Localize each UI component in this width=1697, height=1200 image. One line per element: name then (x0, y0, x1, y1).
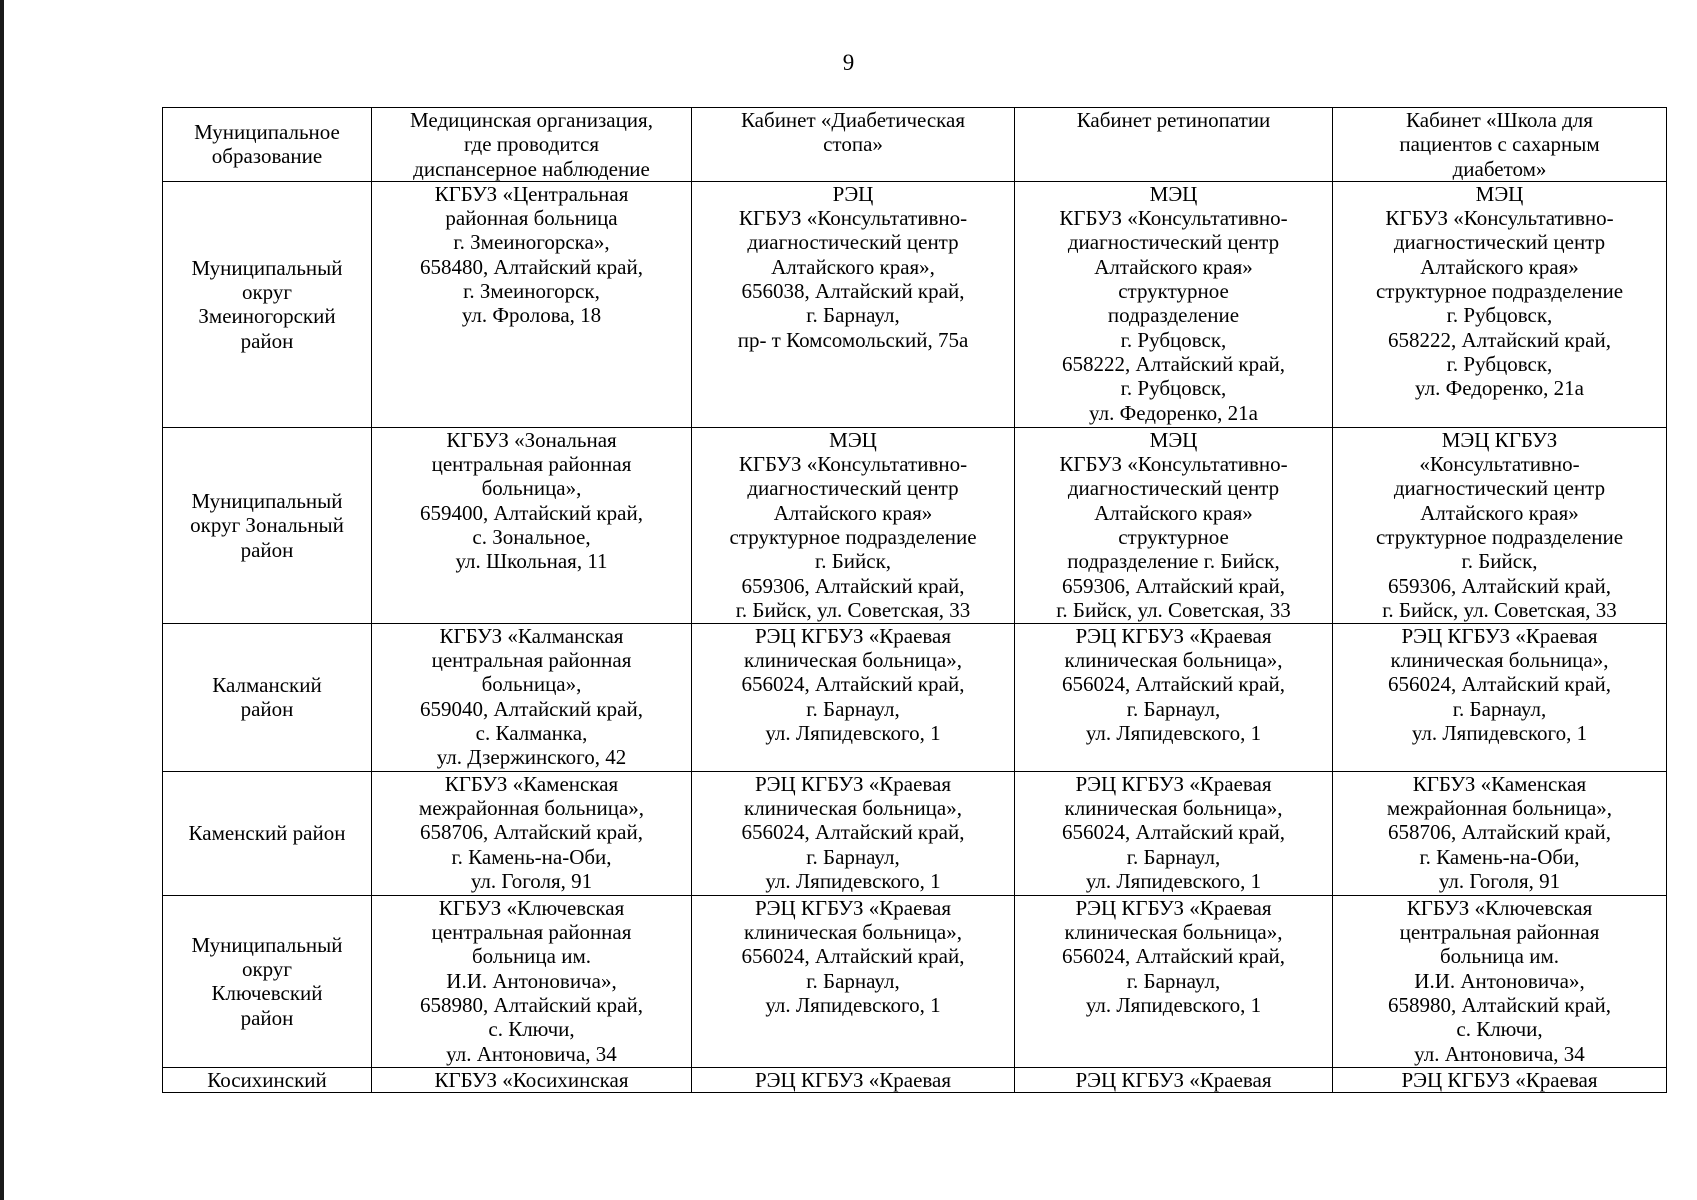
cell-municipality: Каменский район (163, 771, 372, 895)
page-number: 9 (842, 50, 855, 75)
cell-diabetes-school: МЭЦ КГБУЗ «Консультативно- диагностический центр Алтайского края» структурное подразделение г. Рубцовск, 658222, Алтайский край, г. Рубцовск, ул. Федоренко, 21а (1333, 181, 1667, 427)
header-medical-organization: Медицинская организация, где проводится диспансерное наблюдение (372, 108, 692, 182)
cell-medical-organization: КГБУЗ «Каменская межрайонная больница», 658706, Алтайский край, г. Камень-на-Оби, ул. Гоголя, 91 (372, 771, 692, 895)
cell-municipality: Муниципальный округ Змеиногорский район (163, 181, 372, 427)
cell-medical-organization: КГБУЗ «Косихинская (372, 1067, 692, 1092)
table-row (163, 623, 1667, 771)
header-diabetic-foot: Кабинет «Диабетическая стопа» (692, 108, 1015, 182)
cell-municipality: Косихинский (163, 1067, 372, 1092)
cell-retinopathy: РЭЦ КГБУЗ «Краевая клиническая больница», 656024, Алтайский край, г. Барнаул, ул. Ляпидевского, 1 (1015, 623, 1333, 771)
dispensary-table (162, 107, 1667, 1093)
cell-retinopathy: МЭЦ КГБУЗ «Консультативно- диагностический центр Алтайского края» структурное подразделение г. Рубцовск, 658222, Алтайский край, г. Рубцовск, ул. Федоренко, 21а (1015, 181, 1333, 427)
header-municipality: Муниципальное образование (163, 108, 372, 182)
cell-diabetic-foot: РЭЦ КГБУЗ «Краевая клиническая больница», 656024, Алтайский край, г. Барнаул, ул. Ляпидевского, 1 (692, 895, 1015, 1067)
table-row (163, 181, 1667, 427)
table-header-row (163, 108, 1667, 182)
table-row (163, 771, 1667, 895)
table-row (163, 427, 1667, 623)
cell-diabetic-foot: РЭЦ КГБУЗ «Краевая клиническая больница», 656024, Алтайский край, г. Барнаул, ул. Ляпидевского, 1 (692, 623, 1015, 771)
header-retinopathy: Кабинет ретинопатии (1015, 108, 1333, 182)
cell-diabetic-foot: РЭЦ КГБУЗ «Консультативно- диагностический центр Алтайского края», 656038, Алтайский край, г. Барнаул, пр- т Комсомольский, 75а (692, 181, 1015, 427)
table-row (163, 1067, 1667, 1092)
cell-retinopathy: РЭЦ КГБУЗ «Краевая клиническая больница», 656024, Алтайский край, г. Барнаул, ул. Ляпидевского, 1 (1015, 771, 1333, 895)
cell-medical-organization: КГБУЗ «Зональная центральная районная больница», 659400, Алтайский край, с. Зональное, ул. Школьная, 11 (372, 427, 692, 623)
cell-diabetic-foot: РЭЦ КГБУЗ «Краевая клиническая больница», 656024, Алтайский край, г. Барнаул, ул. Ляпидевского, 1 (692, 771, 1015, 895)
table-row (163, 895, 1667, 1067)
cell-diabetes-school: РЭЦ КГБУЗ «Краевая клиническая больница», 656024, Алтайский край, г. Барнаул, ул. Ляпидевского, 1 (1333, 623, 1667, 771)
scan-edge-line (0, 0, 4, 1200)
cell-medical-organization: КГБУЗ «Центральная районная больница г. Змеиногорска», 658480, Алтайский край, г. Змеиногорск, ул. Фролова, 18 (372, 181, 692, 427)
header-diabetes-school: Кабинет «Школа для пациентов с сахарным диабетом» (1333, 108, 1667, 182)
cell-diabetic-foot: МЭЦ КГБУЗ «Консультативно- диагностический центр Алтайского края» структурное подразделение г. Бийск, 659306, Алтайский край, г. Бийск, ул. Советская, 33 (692, 427, 1015, 623)
cell-retinopathy: МЭЦ КГБУЗ «Консультативно- диагностический центр Алтайского края» структурное подразделение г. Бийск, 659306, Алтайский край, г. Бийск, ул. Советская, 33 (1015, 427, 1333, 623)
cell-diabetes-school: МЭЦ КГБУЗ «Консультативно- диагностический центр Алтайского края» структурное подразделение г. Бийск, 659306, Алтайский край, г. Бийск, ул. Советская, 33 (1333, 427, 1667, 623)
cell-municipality: Муниципальный округ Ключевский район (163, 895, 372, 1067)
cell-diabetes-school: КГБУЗ «Каменская межрайонная больница», 658706, Алтайский край, г. Камень-на-Оби, ул. Гоголя, 91 (1333, 771, 1667, 895)
cell-municipality: Калманский район (163, 623, 372, 771)
cell-retinopathy: РЭЦ КГБУЗ «Краевая (1015, 1067, 1333, 1092)
cell-diabetes-school: РЭЦ КГБУЗ «Краевая (1333, 1067, 1667, 1092)
cell-retinopathy: РЭЦ КГБУЗ «Краевая клиническая больница», 656024, Алтайский край, г. Барнаул, ул. Ляпидевского, 1 (1015, 895, 1333, 1067)
cell-municipality: Муниципальный округ Зональный район (163, 427, 372, 623)
cell-diabetes-school: КГБУЗ «Ключевская центральная районная больница им. И.И. Антоновича», 658980, Алтайский край, с. Ключи, ул. Антоновича, 34 (1333, 895, 1667, 1067)
cell-medical-organization: КГБУЗ «Ключевская центральная районная больница им. И.И. Антоновича», 658980, Алтайский край, с. Ключи, ул. Антоновича, 34 (372, 895, 692, 1067)
cell-diabetic-foot: РЭЦ КГБУЗ «Краевая (692, 1067, 1015, 1092)
cell-medical-organization: КГБУЗ «Калманская центральная районная больница», 659040, Алтайский край, с. Калманка, ул. Дзержинского, 42 (372, 623, 692, 771)
